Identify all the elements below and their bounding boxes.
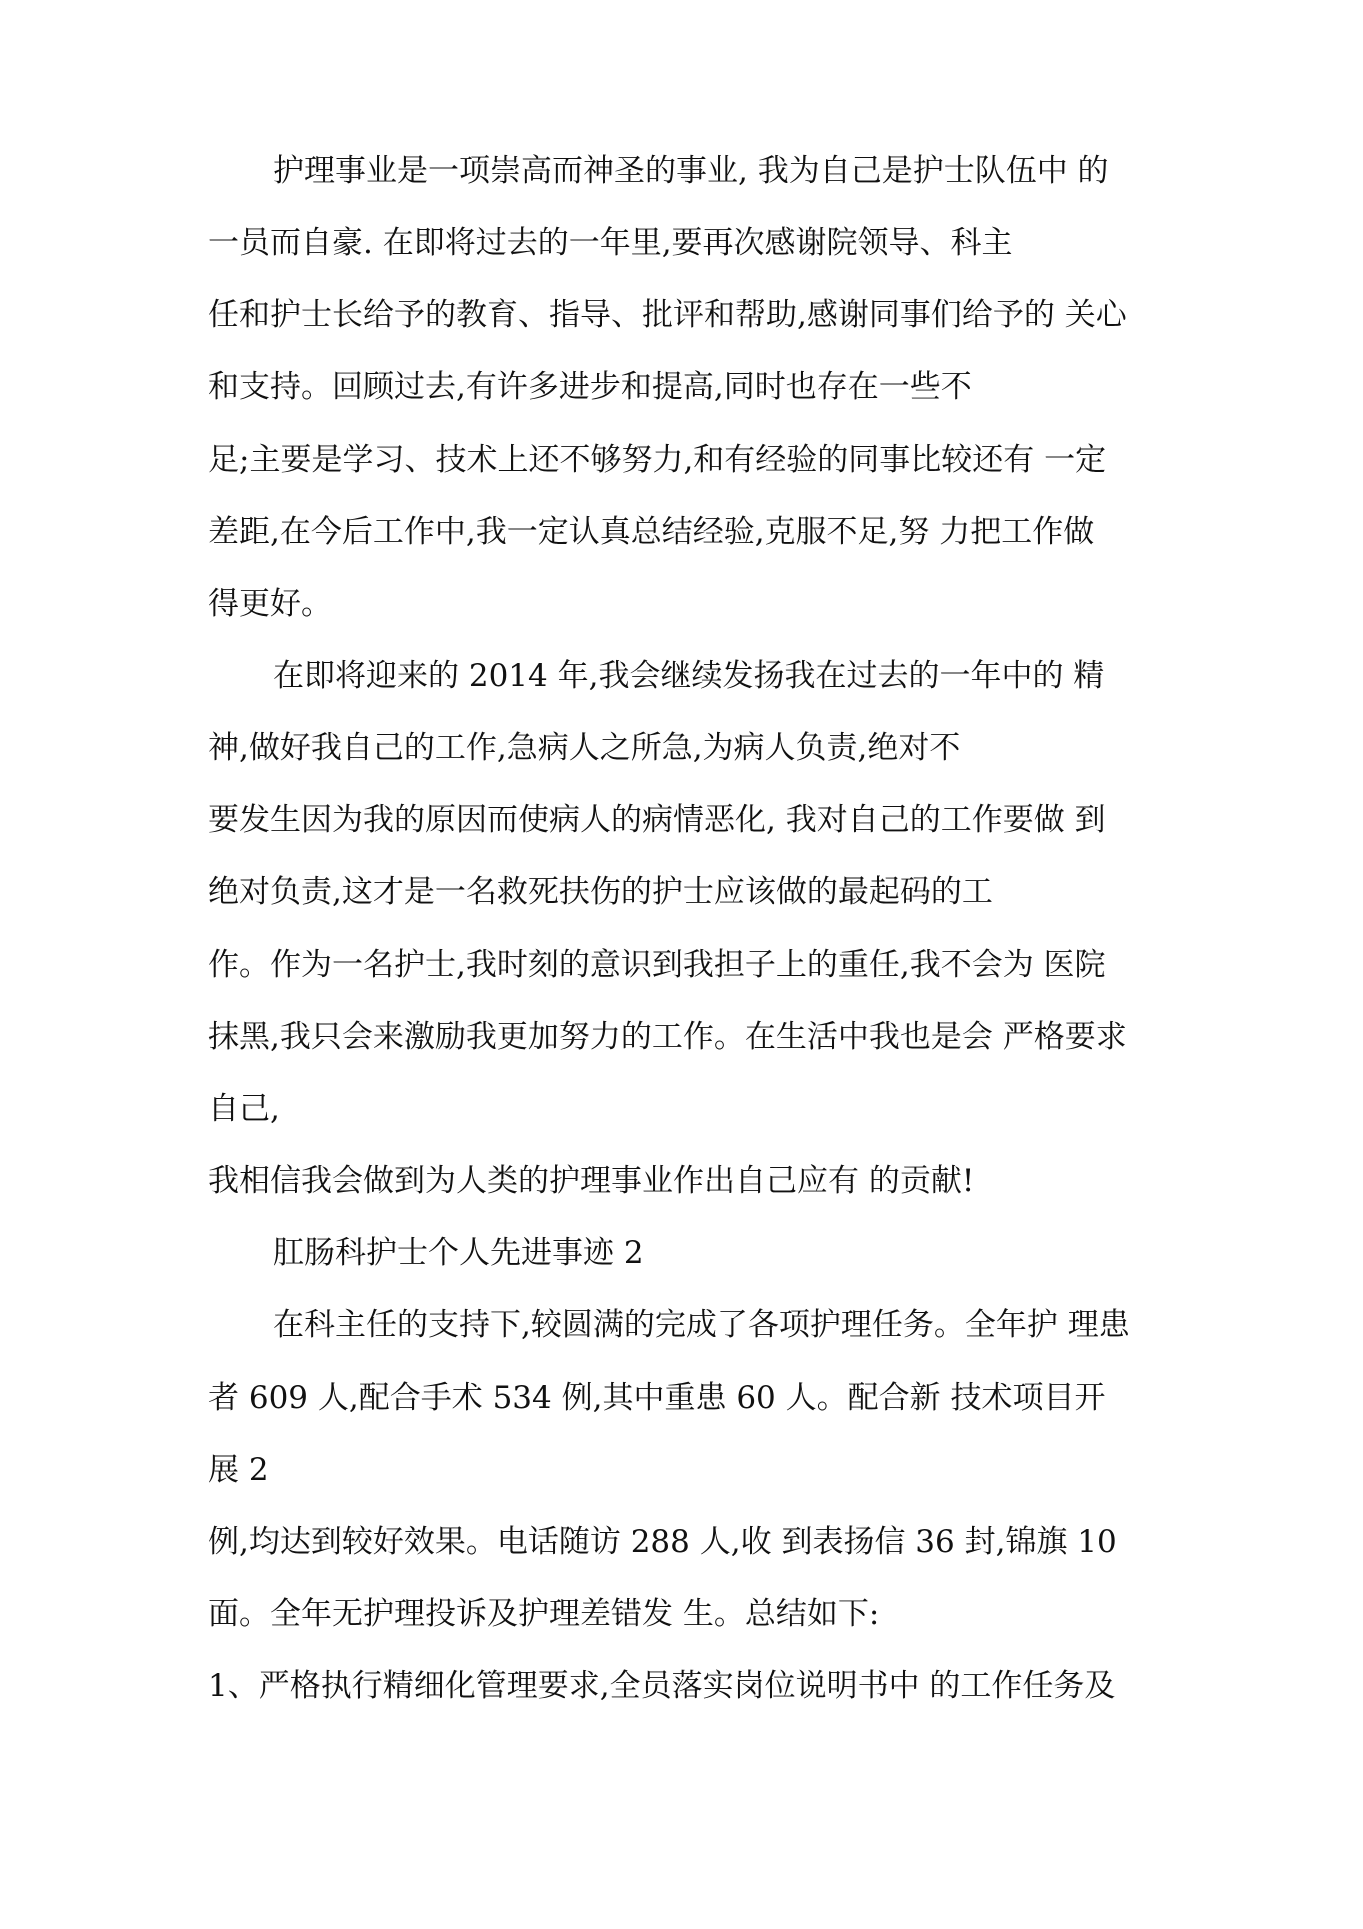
text-line: 例,均达到较好效果。电话随访 288 人,收 到表扬信 36 封,锦旗 10	[208, 1524, 1117, 1560]
text-line: 差距,在今后工作中,我一定认真总结经验,克服不足,努 力把工作做	[208, 514, 1095, 550]
text-line: 在科主任的支持下,较圆满的完成了各项护理任务。全年护 理患	[273, 1307, 1130, 1343]
section-heading: 肛肠科护士个人先进事迹 2	[273, 1235, 644, 1271]
text-line: 绝对负责,这才是一名救死扶伤的护士应该做的最起码的工	[208, 874, 993, 910]
text-line: 者 609 人,配合手术 534 例,其中重患 60 人。配合新 技术项目开	[208, 1380, 1106, 1416]
text-line: 要发生因为我的原因而使病人的病情恶化, 我对自己的工作要做 到	[208, 802, 1106, 838]
text-line: 抹黑,我只会来激励我更加努力的工作。在生活中我也是会 严格要求	[208, 1019, 1127, 1055]
text-line: 任和护士长给予的教育、指导、批评和帮助,感谢同事们给予的 关心	[208, 297, 1127, 333]
text-line: 面。全年无护理投诉及护理差错发 生。总结如下:	[208, 1596, 880, 1632]
text-line: 我相信我会做到为人类的护理事业作出自己应有 的贡献!	[208, 1163, 975, 1199]
text-line: 神,做好我自己的工作,急病人之所急,为病人负责,绝对不	[208, 730, 961, 766]
text-line: 和支持。回顾过去,有许多进步和提高,同时也存在一些不	[208, 369, 972, 405]
text-line: 自己,	[208, 1091, 280, 1127]
text-line: 一员而自豪. 在即将过去的一年里,要再次感谢院领导、科主	[208, 225, 1013, 261]
text-line: 展 2	[208, 1452, 269, 1488]
text-line: 在即将迎来的 2014 年,我会继续发扬我在过去的一年中的 精	[273, 658, 1105, 694]
text-line: 作。作为一名护士,我时刻的意识到我担子上的重任,我不会为 医院	[208, 947, 1106, 983]
text-line: 得更好。	[208, 586, 332, 622]
text-line: 1、严格执行精细化管理要求,全员落实岗位说明书中 的工作任务及	[208, 1668, 1116, 1704]
text-line: 护理事业是一项崇高而神圣的事业, 我为自己是护士队伍中 的	[273, 153, 1109, 189]
text-line: 足;主要是学习、技术上还不够努力,和有经验的同事比较还有 一定	[208, 442, 1107, 478]
